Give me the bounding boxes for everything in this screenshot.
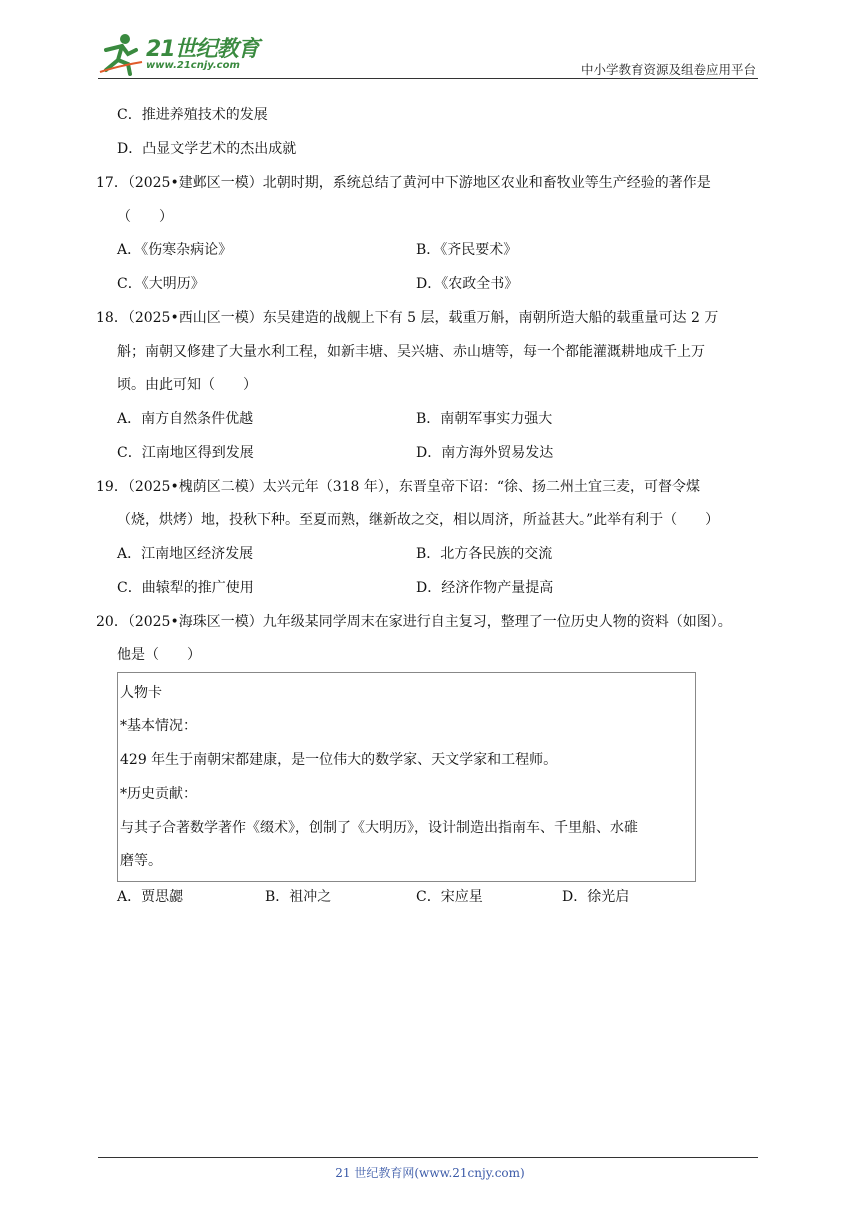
q16-option-d: D．凸显文学艺术的杰出成就 bbox=[117, 141, 297, 157]
q18-option-a: A．南方自然条件优越 bbox=[117, 411, 254, 427]
footer-divider bbox=[98, 1157, 758, 1158]
page-header bbox=[98, 30, 758, 79]
q20-stem-line1: 20．（2025•海珠区一模）九年级某同学周末在家进行自主复习，整理了一位历史人物的资料（如图）。 bbox=[96, 614, 732, 630]
card-basic-text: 429 年生于南朝宋都建康，是一位伟大的数学家、天文学家和工程师。 bbox=[120, 752, 558, 768]
person-card bbox=[117, 672, 696, 882]
q16-option-c: C．推进养殖技术的发展 bbox=[117, 107, 268, 123]
q20-option-c: C．宋应星 bbox=[416, 889, 483, 905]
q17-option-a: A．《伤寒杂病论》 bbox=[117, 242, 233, 258]
card-contrib-line2: 磨等。 bbox=[120, 853, 162, 869]
q18-option-b: B．南朝军事实力强大 bbox=[416, 411, 553, 427]
q19-option-d: D．经济作物产量提高 bbox=[416, 580, 554, 596]
site-logo bbox=[98, 30, 318, 76]
q17-option-b: B．《齐民要术》 bbox=[416, 242, 518, 258]
card-basic-label: *基本情况： bbox=[120, 718, 197, 734]
q20-option-a: A．贾思勰 bbox=[117, 889, 184, 905]
q19-stem-line1: 19．（2025•槐荫区二模）太兴元年（318 年），东晋皇帝下诏：“徐、扬二州土宜三麦，可督令煤 bbox=[96, 479, 701, 495]
q17-option-c: C．《大明历》 bbox=[117, 276, 205, 292]
q17-stem-line2: （ ） bbox=[117, 209, 173, 225]
page-footer: 21 世纪教育网(www.21cnjy.com) bbox=[335, 1166, 525, 1180]
q19-option-b: B．北方各民族的交流 bbox=[416, 546, 553, 562]
q19-option-c: C．曲辕犁的推广使用 bbox=[117, 580, 254, 596]
q20-stem-line2: 他是（ ） bbox=[117, 647, 201, 663]
card-contrib-label: *历史贡献： bbox=[120, 786, 197, 802]
logo-url: www.21cnjy.com bbox=[146, 60, 240, 71]
q18-option-d: D．南方海外贸易发达 bbox=[416, 445, 554, 461]
card-contrib-line1: 与其子合著数学著作《缀术》，创制了《大明历》，设计制造出指南车、千里船、水碓 bbox=[120, 820, 638, 836]
runner-icon bbox=[98, 32, 144, 76]
q18-stem-line1: 18．（2025•西山区一模）东吴建造的战舰上下有 5 层，载重万斛，南朝所造大船的载重量可达 2 万 bbox=[96, 310, 719, 326]
q20-option-d: D．徐光启 bbox=[562, 889, 630, 905]
q17-stem-line1: 17．（2025•建邺区一模）北朝时期，系统总结了黄河中下游地区农业和畜牧业等生产经验的著作是 bbox=[96, 175, 711, 191]
q19-stem-line2: （烧，烘烤）地，投秋下种。至夏而熟，继新故之交，相以周济，所益甚大。”此举有利于（ ） bbox=[117, 512, 720, 528]
logo-text: 21世纪教育 bbox=[146, 37, 259, 62]
q18-stem-line3: 顷。由此可知（ ） bbox=[117, 377, 257, 393]
platform-title: 中小学教育资源及组卷应用平台 bbox=[580, 62, 756, 77]
card-title: 人物卡 bbox=[120, 685, 162, 701]
q20-option-b: B．祖冲之 bbox=[265, 889, 332, 905]
q18-stem-line2: 斛；南朝又修建了大量水利工程，如新丰塘、吴兴塘、赤山塘等，每一个都能灌溉耕地成千上万 bbox=[117, 344, 705, 360]
q19-option-a: A．江南地区经济发展 bbox=[117, 546, 254, 562]
q18-option-c: C．江南地区得到发展 bbox=[117, 445, 254, 461]
q17-option-d: D．《农政全书》 bbox=[416, 276, 519, 292]
